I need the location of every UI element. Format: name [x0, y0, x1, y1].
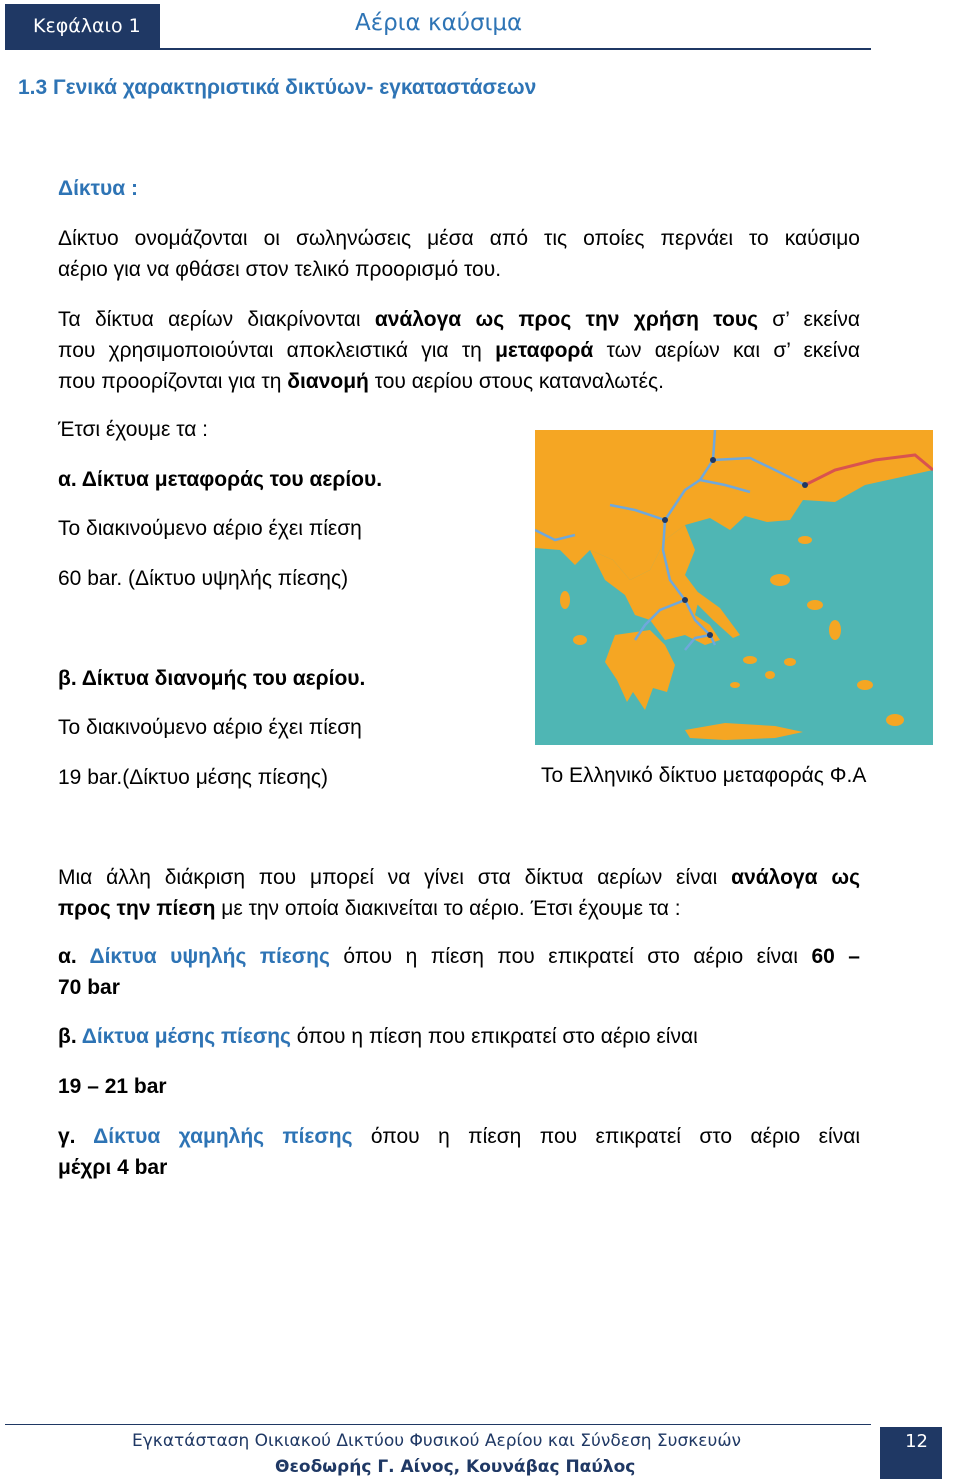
- usage-line-2: που χρησιμοποιούνται αποκλειστικά για τη μεταφορά των αερίων και σ’ εκείνα: [58, 339, 860, 362]
- distribution-line-2: 19 bar.(Δίκτυο μέσης πίεσης): [58, 766, 329, 789]
- footer-authors: Θεοδωρής Γ. Αίνος, Κουνάβας Παύλος: [275, 1457, 636, 1477]
- pressure-intro-line-1: Μια άλλη διάκριση που μπορεί να γίνει στα δίκτυα αερίων είναι ανάλογα ως: [58, 866, 860, 889]
- footer-rule: [5, 1424, 871, 1425]
- medium-pressure-line: β. Δίκτυα μέσης πίεσης όπου η πίεση που επικρατεί στο αέριο είναι: [58, 1025, 698, 1048]
- greek-pipeline-map-image: [535, 430, 933, 745]
- transport-line-2: 60 bar. (Δίκτυο υψηλής πίεσης): [58, 567, 349, 590]
- page-number: 12: [880, 1427, 942, 1479]
- networks-label: Δίκτυα :: [58, 177, 138, 200]
- high-pressure-line-1: α. Δίκτυα υψηλής πίεσης όπου η πίεση που επικρατεί στο αέριο είναι 60 –: [58, 945, 860, 968]
- so-we-have: Έτσι έχουμε τα :: [58, 418, 209, 441]
- transport-title: α. Δίκτυα μεταφοράς του αερίου.: [58, 468, 383, 491]
- high-pressure-line-2: 70 bar: [58, 976, 120, 999]
- definition-line-1: Δίκτυο ονομάζονται οι σωληνώσεις μέσα από τις οποίες περνάει το καύσιμο: [58, 227, 860, 250]
- distribution-line-1: Το διακινούμενο αέριο έχει πίεση: [58, 716, 362, 739]
- low-pressure-line-1: γ. Δίκτυα χαμηλής πίεσης όπου η πίεση που επικρατεί στο αέριο είναι: [58, 1125, 860, 1148]
- distribution-title: β. Δίκτυα διανομής του αερίου.: [58, 667, 366, 690]
- section-heading: 1.3 Γενικά χαρακτηριστικά δικτύων- εγκαταστάσεων: [18, 76, 537, 99]
- medium-pressure-value: 19 – 21 bar: [58, 1075, 167, 1098]
- usage-line-1: Τα δίκτυα αερίων διακρίνονται ανάλογα ως προς την χρήση τους σ’ εκείνα: [58, 308, 861, 331]
- definition-line-2: αέριο για να φθάσει στον τελικό προορισμό του.: [58, 258, 502, 281]
- low-pressure-value: μέχρι 4 bar: [58, 1156, 168, 1179]
- header-rule: [5, 48, 871, 50]
- usage-line-3: που προορίζονται για τη διανομή του αερίου στους καταναλωτές.: [58, 370, 664, 393]
- transport-line-1: Το διακινούμενο αέριο έχει πίεση: [58, 517, 362, 540]
- header-title: Αέρια καύσιμα: [355, 10, 523, 36]
- footer-title: Εγκατάσταση Οικιακού Δικτύου Φυσικού Αερίου και Σύνδεση Συσκευών: [132, 1431, 742, 1451]
- map-caption: Το Ελληνικό δίκτυο μεταφοράς Φ.Α: [541, 764, 867, 787]
- chapter-badge: Κεφάλαιο 1: [5, 4, 160, 48]
- map-drawing: [535, 430, 933, 745]
- pressure-intro-line-2: προς την πίεση με την οποία διακινείται το αέριο. Έτσι έχουμε τα :: [58, 897, 681, 920]
